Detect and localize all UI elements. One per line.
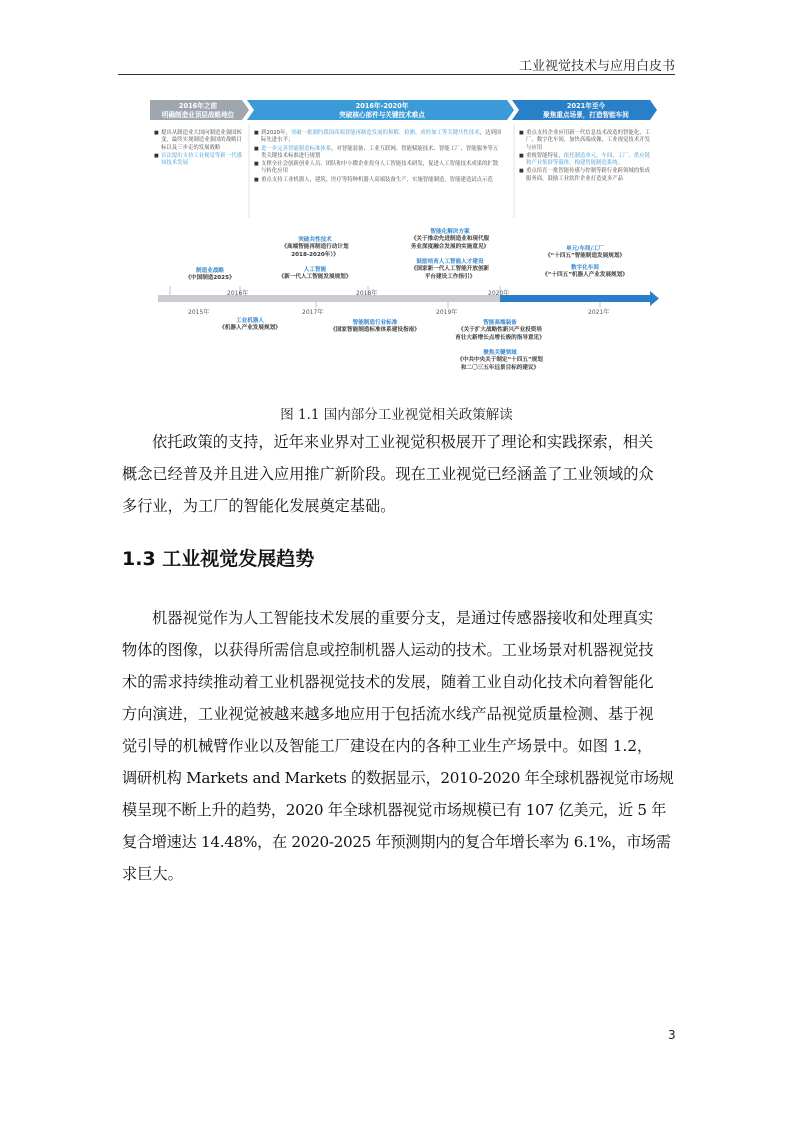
lower-event: 工业机器人 《机器人产业发展规划》 xyxy=(219,318,281,332)
band-item: ■ 重视智能特征，依托制造单元、车间、工厂、供应链和产业集群等载体，构建智能制造系统。 xyxy=(519,152,651,167)
band-list-1 xyxy=(154,130,242,168)
upper-event: 制造业战略 《中国制造2025》 xyxy=(185,268,235,282)
timeline-arrowhead xyxy=(650,291,659,306)
lower-event: 聚焦关键领域 《中共中央关于制定“十四五”规划 和二〇三五年远景目标的建议》 xyxy=(457,350,543,371)
band-list-3 xyxy=(519,130,653,184)
band-title-1: 2016年之前 明确制造业顶层战略地位 xyxy=(161,102,235,119)
band-item: ■ 进一步完善智能制造标准体系，对智能装备、工业互联网、智能赋能技术、智能工厂、智能服务等五类关键技术标准进行规划 xyxy=(254,145,499,159)
paragraph-2 xyxy=(122,602,674,890)
year-label: 2019年 xyxy=(436,309,458,316)
section-heading: 1.3 工业视觉发展趋势 xyxy=(122,548,315,570)
text-line: 概念已经普及并且进入应用推广新阶段。现在工业视觉已经涵盖了工业领域的众 xyxy=(122,465,654,483)
upper-event: 鼓励培育人工智能人才建设 《国家新一代人工智能开放创新 平台建设工作指引》 xyxy=(410,259,490,280)
text-line: 依托政策的支持，近年来业界对工业视觉积极展开了理论和实践探索，相关 xyxy=(152,433,654,451)
header-title: 工业视觉技术与应用白皮书 xyxy=(518,59,675,74)
band-item: ■ 重点支持企业应用新一代信息技术改造的智能化、工厂、数字化车间，加快高端成像、工业视觉技术开发与应用 xyxy=(519,130,650,151)
upper-event: 突破共性技术 《高端智能再制造行动计划 2018-2020年）》 xyxy=(281,237,349,258)
text-line: 术的需求持续推动着工业机器视觉技术的发展，随着工业自动化技术向着智能化 xyxy=(122,673,654,691)
upper-event: 人工智能 《新一代人工智能发展规划》 xyxy=(278,267,352,281)
year-label: 2020年 xyxy=(488,290,510,297)
year-label: 2016年 xyxy=(227,290,249,297)
page-number: 3 xyxy=(668,1028,676,1042)
band-title-3: 2021年至今 聚焦重点场景，打造智能车间 xyxy=(543,102,629,119)
text-line: 方向演进，工业视觉被越来越多地应用于包括流水线产品视觉质量检测、基于视 xyxy=(122,705,654,723)
text-line: 调研机构 Markets and Markets 的数据显示，2010-2020 年全球机器视觉市场规 xyxy=(122,769,674,787)
lower-event: 智能高端装备 《关于扩大战略性新兴产业投资培 育壮大新增长点增长极的指导意见》 xyxy=(455,320,545,341)
year-label: 2015年 xyxy=(188,309,210,316)
band-item: ■ 重点支持工业机器人、建筑、医疗等特种机器人高端装备生产，实施智能制造，智能建造试点示范 xyxy=(254,176,493,183)
band-title-2: 2016年-2020年 突破核心部件与关键技术难点 xyxy=(339,102,425,119)
text-line: 模呈现不断上升的趋势，2020 年全球机器视觉市场规模已有 107 亿美元，近 5 年 xyxy=(122,801,667,819)
year-label: 2018年 xyxy=(356,290,378,297)
header-divider xyxy=(118,74,675,75)
text-line: 物体的图像，以获得所需信息或控制机器人运动的技术。工业场景对机器视觉技 xyxy=(122,641,654,659)
text-line: 觉引导的机械臂作业以及智能工厂建设在内的各种工业生产场景中。如图 1.2， xyxy=(122,737,653,755)
band-item: ■ 首次提出支持工业视觉等新一代感知技术发展 xyxy=(154,152,242,167)
band-list-2 xyxy=(254,130,502,185)
band-item: ■ 到2020年，突破一批制约我国高端智能再制造发展的拆解、检测、成形加工等关键共性技术，达到国际先进水平； xyxy=(254,130,502,144)
upper-event: 数字化车间 《“十四五”机器人产业发展规划》 xyxy=(542,265,628,279)
band-item: ■ 重点培育一批智能传感与控制等跨行业跨领域的集成服务商，鼓励工业软件企业打造更多产品 xyxy=(519,168,650,182)
upper-event: 单元/车间/工厂 《“十四五”智能制造发展规划》 xyxy=(544,246,626,260)
lower-event: 智能制造行业标准 《国家智能制造标准体系建设指南》 xyxy=(330,320,420,334)
year-label: 2017年 xyxy=(302,309,324,316)
policy-timeline-figure xyxy=(150,100,660,370)
text-line: 机器视觉作为人工智能技术发展的重要分支，是通过传感器接收和处理真实 xyxy=(152,609,654,627)
text-line: 求巨大。 xyxy=(122,865,183,883)
text-line: 复合增速达 14.48%，在 2020-2025 年预测期内的复合年增长率为 6.1%，市场需 xyxy=(122,833,671,851)
text-line: 多行业，为工厂的智能化发展奠定基础。 xyxy=(122,497,396,515)
band-item: ■ 提出从制造业大国向制造业强国转变，最终实现制造业强国的战略目标以及三步走的发展战略 xyxy=(154,130,242,151)
band-item: ■ 支撑全社会创新创业人员、团队和中小微企业投身人工智能技术研发，促进人工智能技术成果的扩散与转化应用 xyxy=(254,161,499,175)
timeline-bar-blue xyxy=(500,295,650,302)
upper-event: 智能化解决方案 《关于推动先进制造业和现代服 务业深度融合发展的实施意见》 xyxy=(410,229,490,250)
year-label: 2021年 xyxy=(588,309,610,316)
timeline-bar-grey xyxy=(158,295,500,302)
figure-caption: 图 1.1 国内部分工业视觉相关政策解读 xyxy=(280,407,513,423)
paragraph-1 xyxy=(122,426,674,522)
